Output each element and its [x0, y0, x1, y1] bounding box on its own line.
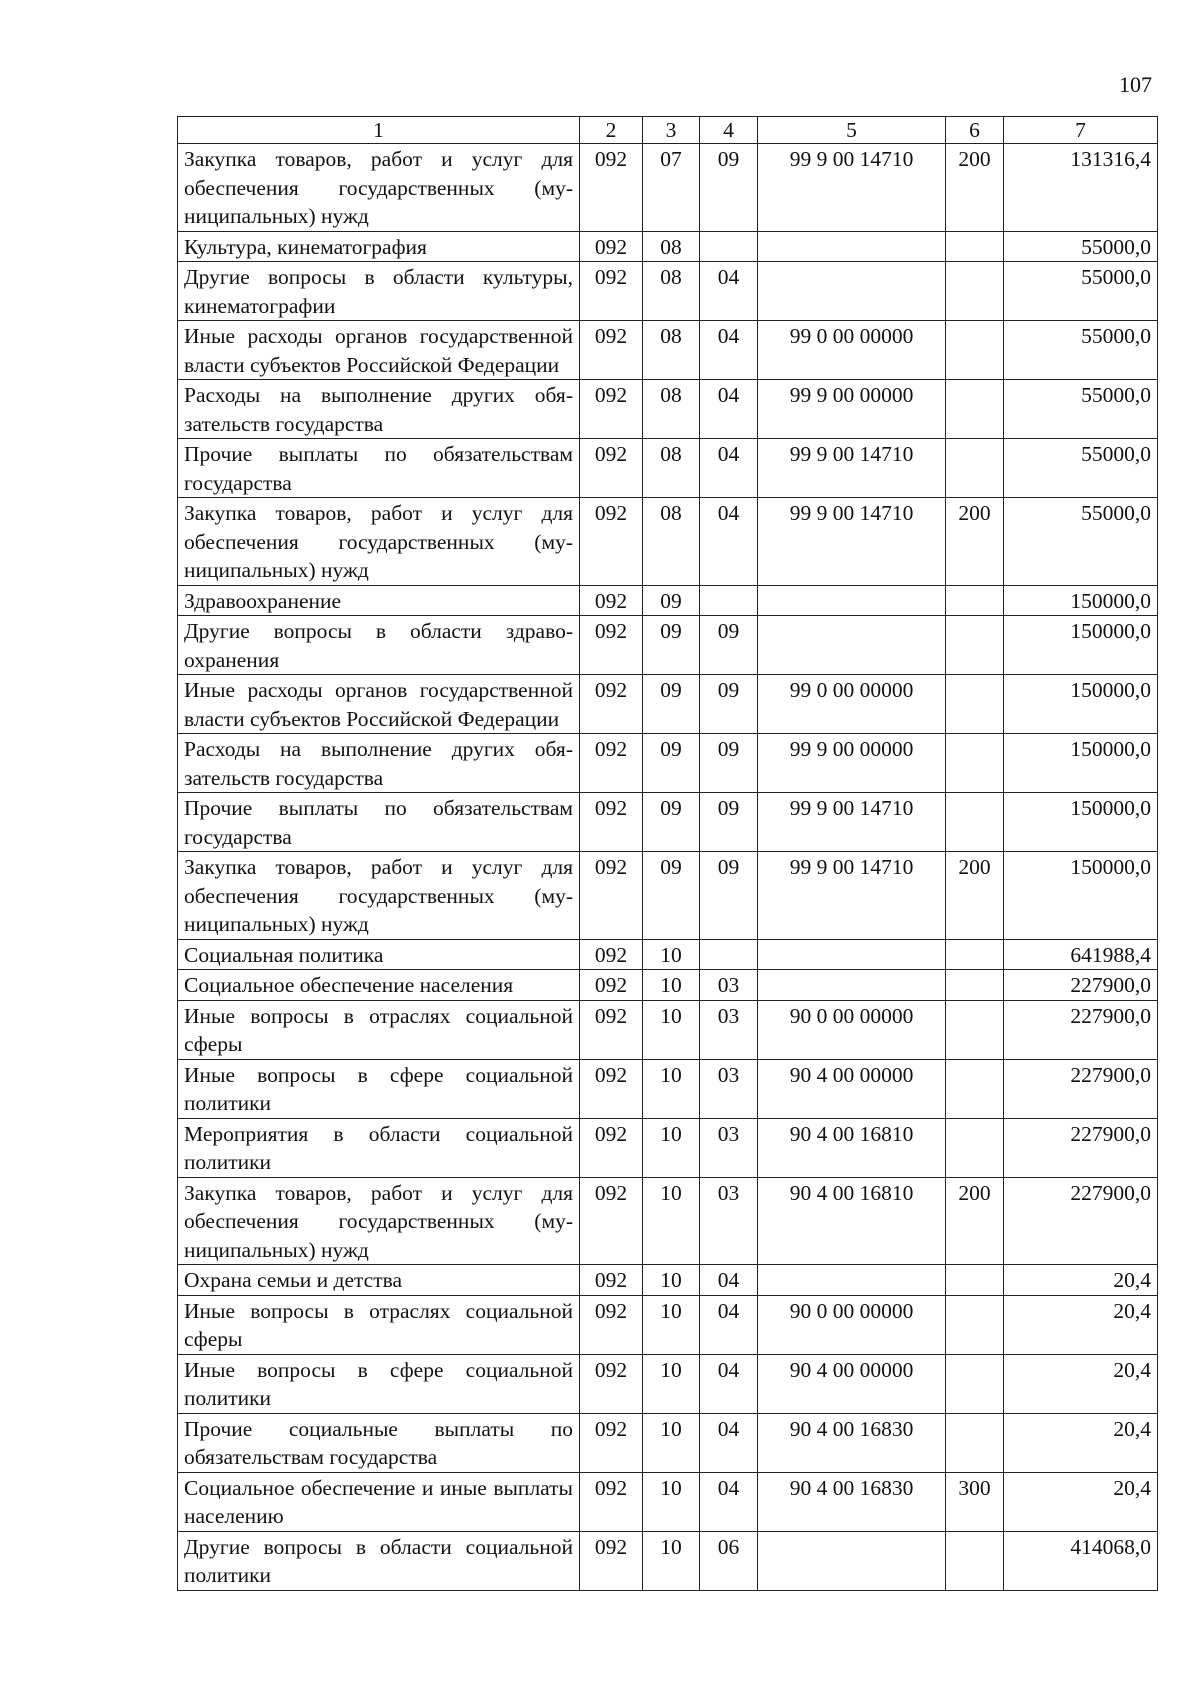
row-code-4-cell: 03 [700, 1000, 758, 1059]
row-code-3-cell: 10 [643, 1177, 700, 1265]
row-code-6-cell [946, 1265, 1004, 1296]
row-code-2-cell: 092 [580, 1177, 643, 1265]
row-code-4-cell: 09 [700, 793, 758, 852]
row-code-4-cell: 09 [700, 616, 758, 675]
row-code-6-cell [946, 970, 1004, 1001]
row-code-4-cell: 04 [700, 439, 758, 498]
row-code-5-cell: 90 4 00 00000 [758, 1354, 946, 1413]
row-code-3-cell: 10 [643, 1354, 700, 1413]
table-row [178, 1000, 1158, 1059]
row-code-4-cell [700, 939, 758, 970]
row-code-6-cell: 200 [946, 852, 1004, 940]
row-code-3-cell: 09 [643, 585, 700, 616]
row-code-6-cell [946, 616, 1004, 675]
table-row [178, 1265, 1158, 1296]
table-row [178, 144, 1158, 232]
row-code-3-cell: 09 [643, 616, 700, 675]
row-code-6-cell: 200 [946, 144, 1004, 232]
row-code-4-cell: 04 [700, 380, 758, 439]
row-amount-cell: 227900,0 [1004, 970, 1158, 1001]
row-code-5-cell: 90 4 00 16830 [758, 1472, 946, 1531]
column-header-7: 7 [1004, 117, 1158, 144]
row-code-4-cell: 04 [700, 1295, 758, 1354]
row-code-5-cell [758, 616, 946, 675]
table-row [178, 439, 1158, 498]
row-code-3-cell: 08 [643, 262, 700, 321]
row-name-cell: Иные вопросы в сфере социальной политики [178, 1059, 580, 1118]
row-name-cell: Другие вопросы в области социальной политики [178, 1531, 580, 1590]
row-code-5-cell [758, 585, 946, 616]
row-code-5-cell: 99 9 00 14710 [758, 498, 946, 586]
row-code-3-cell: 08 [643, 380, 700, 439]
row-amount-cell: 55000,0 [1004, 231, 1158, 262]
row-code-4-cell: 04 [700, 1472, 758, 1531]
row-code-4-cell: 09 [700, 852, 758, 940]
row-code-4-cell: 04 [700, 498, 758, 586]
row-code-5-cell: 90 4 00 16810 [758, 1118, 946, 1177]
row-name-cell: Закупка товаров, работ и услуг для обеспечения государственных (муниципальных) нужд [178, 498, 580, 586]
row-code-2-cell: 092 [580, 321, 643, 380]
row-code-3-cell: 08 [643, 439, 700, 498]
table-row [178, 1118, 1158, 1177]
table-row [178, 1531, 1158, 1590]
row-name-cell: Расходы на выполнение других обязательств государства [178, 734, 580, 793]
row-code-5-cell [758, 1265, 946, 1296]
column-header-4: 4 [700, 117, 758, 144]
row-code-3-cell: 09 [643, 734, 700, 793]
row-code-2-cell: 092 [580, 498, 643, 586]
row-amount-cell: 55000,0 [1004, 380, 1158, 439]
row-amount-cell: 150000,0 [1004, 793, 1158, 852]
row-code-6-cell [946, 585, 1004, 616]
row-name-cell: Закупка товаров, работ и услуг для обеспечения государственных (муниципальных) нужд [178, 1177, 580, 1265]
row-amount-cell: 641988,4 [1004, 939, 1158, 970]
row-code-3-cell: 10 [643, 1531, 700, 1590]
table-body [178, 144, 1158, 1591]
row-code-4-cell: 03 [700, 1059, 758, 1118]
row-amount-cell: 150000,0 [1004, 734, 1158, 793]
row-name-cell: Культура, кинематография [178, 231, 580, 262]
row-code-2-cell: 092 [580, 939, 643, 970]
row-code-2-cell: 092 [580, 231, 643, 262]
row-code-6-cell [946, 939, 1004, 970]
row-code-2-cell: 092 [580, 1531, 643, 1590]
table-row [178, 1472, 1158, 1531]
row-code-2-cell: 092 [580, 852, 643, 940]
row-code-4-cell: 09 [700, 734, 758, 793]
row-code-5-cell: 90 4 00 00000 [758, 1059, 946, 1118]
row-code-4-cell: 03 [700, 970, 758, 1001]
row-code-6-cell [946, 439, 1004, 498]
row-name-cell: Социальное обеспечение и иные выплаты населению [178, 1472, 580, 1531]
table-row [178, 321, 1158, 380]
row-code-2-cell: 092 [580, 1118, 643, 1177]
row-amount-cell: 414068,0 [1004, 1531, 1158, 1590]
row-code-5-cell [758, 939, 946, 970]
row-code-3-cell: 09 [643, 793, 700, 852]
row-code-2-cell: 092 [580, 1295, 643, 1354]
row-code-4-cell: 04 [700, 1413, 758, 1472]
row-code-3-cell: 10 [643, 939, 700, 970]
table-row [178, 939, 1158, 970]
row-name-cell: Закупка товаров, работ и услуг для обеспечения государственных (муниципальных) нужд [178, 852, 580, 940]
row-code-3-cell: 09 [643, 675, 700, 734]
table-row [178, 1354, 1158, 1413]
row-amount-cell: 20,4 [1004, 1472, 1158, 1531]
row-amount-cell: 227900,0 [1004, 1177, 1158, 1265]
row-code-5-cell: 99 9 00 00000 [758, 380, 946, 439]
row-code-3-cell: 08 [643, 321, 700, 380]
row-code-5-cell: 99 9 00 14710 [758, 439, 946, 498]
row-name-cell: Социальное обеспечение населения [178, 970, 580, 1001]
row-code-4-cell: 04 [700, 1354, 758, 1413]
row-code-3-cell: 10 [643, 1059, 700, 1118]
row-code-4-cell: 03 [700, 1177, 758, 1265]
table-row [178, 585, 1158, 616]
row-amount-cell: 20,4 [1004, 1265, 1158, 1296]
header-row [178, 117, 1158, 144]
row-amount-cell: 131316,4 [1004, 144, 1158, 232]
row-amount-cell: 150000,0 [1004, 852, 1158, 940]
row-code-6-cell: 200 [946, 1177, 1004, 1265]
row-code-5-cell: 99 9 00 00000 [758, 734, 946, 793]
row-code-6-cell [946, 793, 1004, 852]
row-code-5-cell [758, 970, 946, 1001]
row-code-2-cell: 092 [580, 1000, 643, 1059]
column-header-1: 1 [178, 117, 580, 144]
row-name-cell: Мероприятия в области социальной политики [178, 1118, 580, 1177]
row-code-2-cell: 092 [580, 144, 643, 232]
row-name-cell: Закупка товаров, работ и услуг для обеспечения государственных (муниципальных) нужд [178, 144, 580, 232]
row-code-6-cell [946, 1295, 1004, 1354]
row-amount-cell: 55000,0 [1004, 262, 1158, 321]
row-code-2-cell: 092 [580, 439, 643, 498]
row-code-3-cell: 10 [643, 1000, 700, 1059]
row-code-5-cell: 90 0 00 00000 [758, 1295, 946, 1354]
row-code-6-cell [946, 1000, 1004, 1059]
row-code-5-cell: 99 9 00 14710 [758, 144, 946, 232]
column-header-3: 3 [643, 117, 700, 144]
table-row [178, 1059, 1158, 1118]
row-amount-cell: 55000,0 [1004, 498, 1158, 586]
row-code-4-cell: 09 [700, 675, 758, 734]
row-code-3-cell: 10 [643, 1118, 700, 1177]
table-header [178, 117, 1158, 144]
table-row [178, 852, 1158, 940]
table-row [178, 675, 1158, 734]
row-code-6-cell [946, 1059, 1004, 1118]
row-code-6-cell [946, 1531, 1004, 1590]
row-code-6-cell [946, 1354, 1004, 1413]
table-row [178, 262, 1158, 321]
row-name-cell: Иные расходы органов государственной власти субъектов Российской Федерации [178, 321, 580, 380]
row-code-3-cell: 09 [643, 852, 700, 940]
row-code-5-cell: 99 9 00 14710 [758, 852, 946, 940]
row-code-6-cell [946, 734, 1004, 793]
row-code-2-cell: 092 [580, 585, 643, 616]
row-name-cell: Иные вопросы в сфере социальной политики [178, 1354, 580, 1413]
row-name-cell: Другие вопросы в области здравоохранения [178, 616, 580, 675]
row-code-6-cell [946, 231, 1004, 262]
row-amount-cell: 20,4 [1004, 1354, 1158, 1413]
row-code-2-cell: 092 [580, 262, 643, 321]
row-amount-cell: 20,4 [1004, 1413, 1158, 1472]
row-amount-cell: 55000,0 [1004, 321, 1158, 380]
row-code-6-cell [946, 675, 1004, 734]
row-code-2-cell: 092 [580, 734, 643, 793]
row-code-2-cell: 092 [580, 1059, 643, 1118]
row-code-4-cell: 03 [700, 1118, 758, 1177]
row-name-cell: Иные расходы органов государственной власти субъектов Российской Федерации [178, 675, 580, 734]
row-code-6-cell [946, 380, 1004, 439]
row-name-cell: Прочие выплаты по обязательствам государства [178, 793, 580, 852]
row-code-6-cell [946, 321, 1004, 380]
row-name-cell: Прочие социальные выплаты по обязательствам государства [178, 1413, 580, 1472]
row-amount-cell: 227900,0 [1004, 1118, 1158, 1177]
row-code-4-cell: 04 [700, 262, 758, 321]
row-name-cell: Другие вопросы в области культуры, кинематографии [178, 262, 580, 321]
row-code-2-cell: 092 [580, 380, 643, 439]
row-code-4-cell: 04 [700, 1265, 758, 1296]
row-code-2-cell: 092 [580, 1413, 643, 1472]
table-row [178, 734, 1158, 793]
row-name-cell: Иные вопросы в отраслях социальной сферы [178, 1295, 580, 1354]
row-code-5-cell: 90 4 00 16830 [758, 1413, 946, 1472]
table-row [178, 616, 1158, 675]
row-code-6-cell [946, 1118, 1004, 1177]
row-code-4-cell [700, 231, 758, 262]
row-code-4-cell [700, 585, 758, 616]
row-code-2-cell: 092 [580, 793, 643, 852]
table-row [178, 970, 1158, 1001]
row-amount-cell: 227900,0 [1004, 1000, 1158, 1059]
table-row [178, 1295, 1158, 1354]
table-row [178, 498, 1158, 586]
row-code-3-cell: 10 [643, 970, 700, 1001]
row-code-3-cell: 10 [643, 1295, 700, 1354]
row-name-cell: Охрана семьи и детства [178, 1265, 580, 1296]
row-name-cell: Расходы на выполнение других обязательств государства [178, 380, 580, 439]
row-code-3-cell: 10 [643, 1265, 700, 1296]
row-code-3-cell: 08 [643, 231, 700, 262]
row-code-2-cell: 092 [580, 970, 643, 1001]
row-name-cell: Прочие выплаты по обязательствам государства [178, 439, 580, 498]
row-code-5-cell: 99 0 00 00000 [758, 675, 946, 734]
row-code-4-cell: 06 [700, 1531, 758, 1590]
row-code-5-cell: 99 9 00 14710 [758, 793, 946, 852]
row-code-2-cell: 092 [580, 1472, 643, 1531]
row-name-cell: Иные вопросы в отраслях социальной сферы [178, 1000, 580, 1059]
row-code-2-cell: 092 [580, 675, 643, 734]
row-code-6-cell: 200 [946, 498, 1004, 586]
table-row [178, 231, 1158, 262]
row-code-5-cell [758, 1531, 946, 1590]
page-number: 107 [1119, 72, 1152, 97]
row-code-5-cell [758, 262, 946, 321]
row-code-3-cell: 10 [643, 1472, 700, 1531]
row-code-5-cell: 99 0 00 00000 [758, 321, 946, 380]
row-amount-cell: 20,4 [1004, 1295, 1158, 1354]
column-header-5: 5 [758, 117, 946, 144]
row-amount-cell: 150000,0 [1004, 675, 1158, 734]
row-code-5-cell: 90 4 00 16810 [758, 1177, 946, 1265]
table-row [178, 1177, 1158, 1265]
column-header-2: 2 [580, 117, 643, 144]
row-code-2-cell: 092 [580, 1354, 643, 1413]
row-amount-cell: 150000,0 [1004, 616, 1158, 675]
row-code-5-cell [758, 231, 946, 262]
row-code-2-cell: 092 [580, 1265, 643, 1296]
row-code-4-cell: 04 [700, 321, 758, 380]
row-code-2-cell: 092 [580, 616, 643, 675]
row-name-cell: Социальная политика [178, 939, 580, 970]
row-code-3-cell: 08 [643, 498, 700, 586]
row-code-6-cell [946, 1413, 1004, 1472]
row-name-cell: Здравоохранение [178, 585, 580, 616]
budget-table [177, 116, 1158, 1591]
table-row [178, 380, 1158, 439]
row-code-4-cell: 09 [700, 144, 758, 232]
row-code-5-cell: 90 0 00 00000 [758, 1000, 946, 1059]
row-amount-cell: 55000,0 [1004, 439, 1158, 498]
column-header-6: 6 [946, 117, 1004, 144]
row-code-6-cell: 300 [946, 1472, 1004, 1531]
row-amount-cell: 150000,0 [1004, 585, 1158, 616]
row-amount-cell: 227900,0 [1004, 1059, 1158, 1118]
table-row [178, 793, 1158, 852]
table-row [178, 1413, 1158, 1472]
row-code-6-cell [946, 262, 1004, 321]
row-code-3-cell: 10 [643, 1413, 700, 1472]
row-code-3-cell: 07 [643, 144, 700, 232]
